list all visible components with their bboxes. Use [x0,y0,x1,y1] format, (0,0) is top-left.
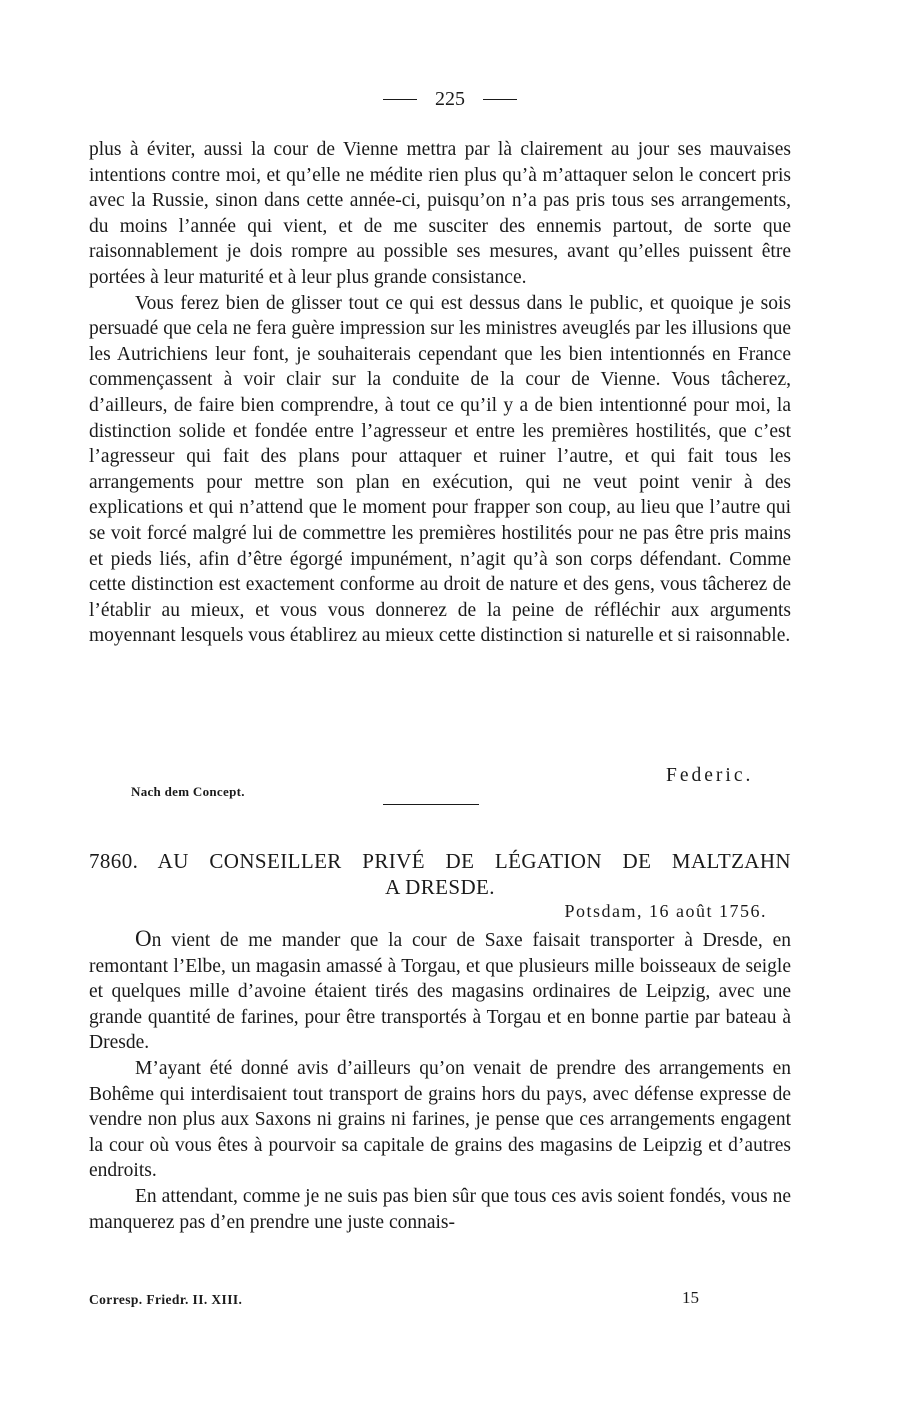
paragraph: Vous ferez bien de glisser tout ce qui est dessus dans le public, et quoique je sois persuadé que cela ne fera guère impression sur les ministres aveuglés par les illusions que les Autrichiens leur font, je souhaiterais cependant que les bien intentionnés en France commençassent à voir clair sur la conduite de la cour de Vienne. Vous tâcherez, d’ailleurs, de faire bien comprendre, à tout ce qu’il y a de bien intentionné pour moi, la distinction solide et fondée entre l’agresseur et entre les premières hostilités, que c’est l’agresseur qui fait des plans pour attaquer et ruiner l’autre, et qui fait tous les arrangements pour mettre son plan en exécution, qui ne veut point venir à des explications et qui n’attend que le moment pour frapper son coup, au lieu que l’autre qui se voit forcé malgré lui de commettre les premières hostilités pour ne pas être pris mains et pieds liés, afin d’être égorgé impunément, n’agit qu’à son corps défendant. Comme cette distinction est exactement conforme au droit de nature et des gens, vous tâcherez de l’établir au mieux, et vous vous donnerez de la peine de réfléchir aux arguments moyennant lesquels vous établirez au mieux cette distinction si naturelle et si raisonnable. [89,292,791,647]
signature: Federic. [666,765,754,786]
source-note: Nach dem Concept. [131,784,245,799]
paragraph: plus à éviter, aussi la cour de Vienne mettra par là clairement au jour ses mauvaises intentions contre moi, et qu’elle ne médite rien plus qu’à m’attaquer selon le concert pris avec la Russie, sinon dans cette année-ci, puisqu’on n’a pas pris tous ses arrangements, du moins l’année qui vient, et de me susciter des ennemis partout, de sorte que raisonnablement je dois rompre au possible ses mesures, avant qu’elles puissent être portées à leur maturité et à leur plus grande consistance. [89,139,791,288]
header-dash-right [483,99,517,100]
letter-title-line-1: 7860. AU CONSEILLER PRIVÉ DE LÉGATION DE MALTZAHN [89,849,791,873]
page-number: 225 [435,88,465,110]
dateline: Potsdam, 16 août 1756. [564,901,767,921]
header-dash-left [383,99,417,100]
previous-letter-ending [89,137,791,649]
section-divider [383,804,479,805]
paragraph: M’ayant été donné avis d’ailleurs qu’on venait de prendre des arrangements en Bohême qui interdisaient tout transport de grains hors du pays, avec défense expresse de vendre non plus aux Saxons ni grains ni farines, je pense que ces arrangements engagent la cour où vous êtes à pourvoir sa capitale de grains des magasins de Leipzig et d’autres endroits. [89,1057,791,1182]
letter-title [89,848,791,900]
footer-signature-mark: Corresp. Friedr. II. XIII. [89,1292,243,1307]
paragraph: On vient de me mander que la cour de Saxe faisait transporter à Dresde, en remontant l’Elbe, un magasin amassé à Torgau, et que plusieurs mille boisseaux de seigle et quelques mille d’avoine étaient tirés des magasins ordinaires de Leipzig, avec une grande quantité de farines, pour être transportés à Torgau et en bonne partie par bateau à Dresde. [89,926,791,1054]
page-header [0,88,900,111]
letter-body [89,926,791,1235]
footer-sheet-number: 15 [682,1288,699,1307]
paragraph: En attendant, comme je ne suis pas bien sûr que tous ces avis soient fondés, vous ne manquerez pas d’en prendre une juste connais- [89,1185,791,1233]
letter-title-line-2: A DRESDE. [385,875,495,899]
